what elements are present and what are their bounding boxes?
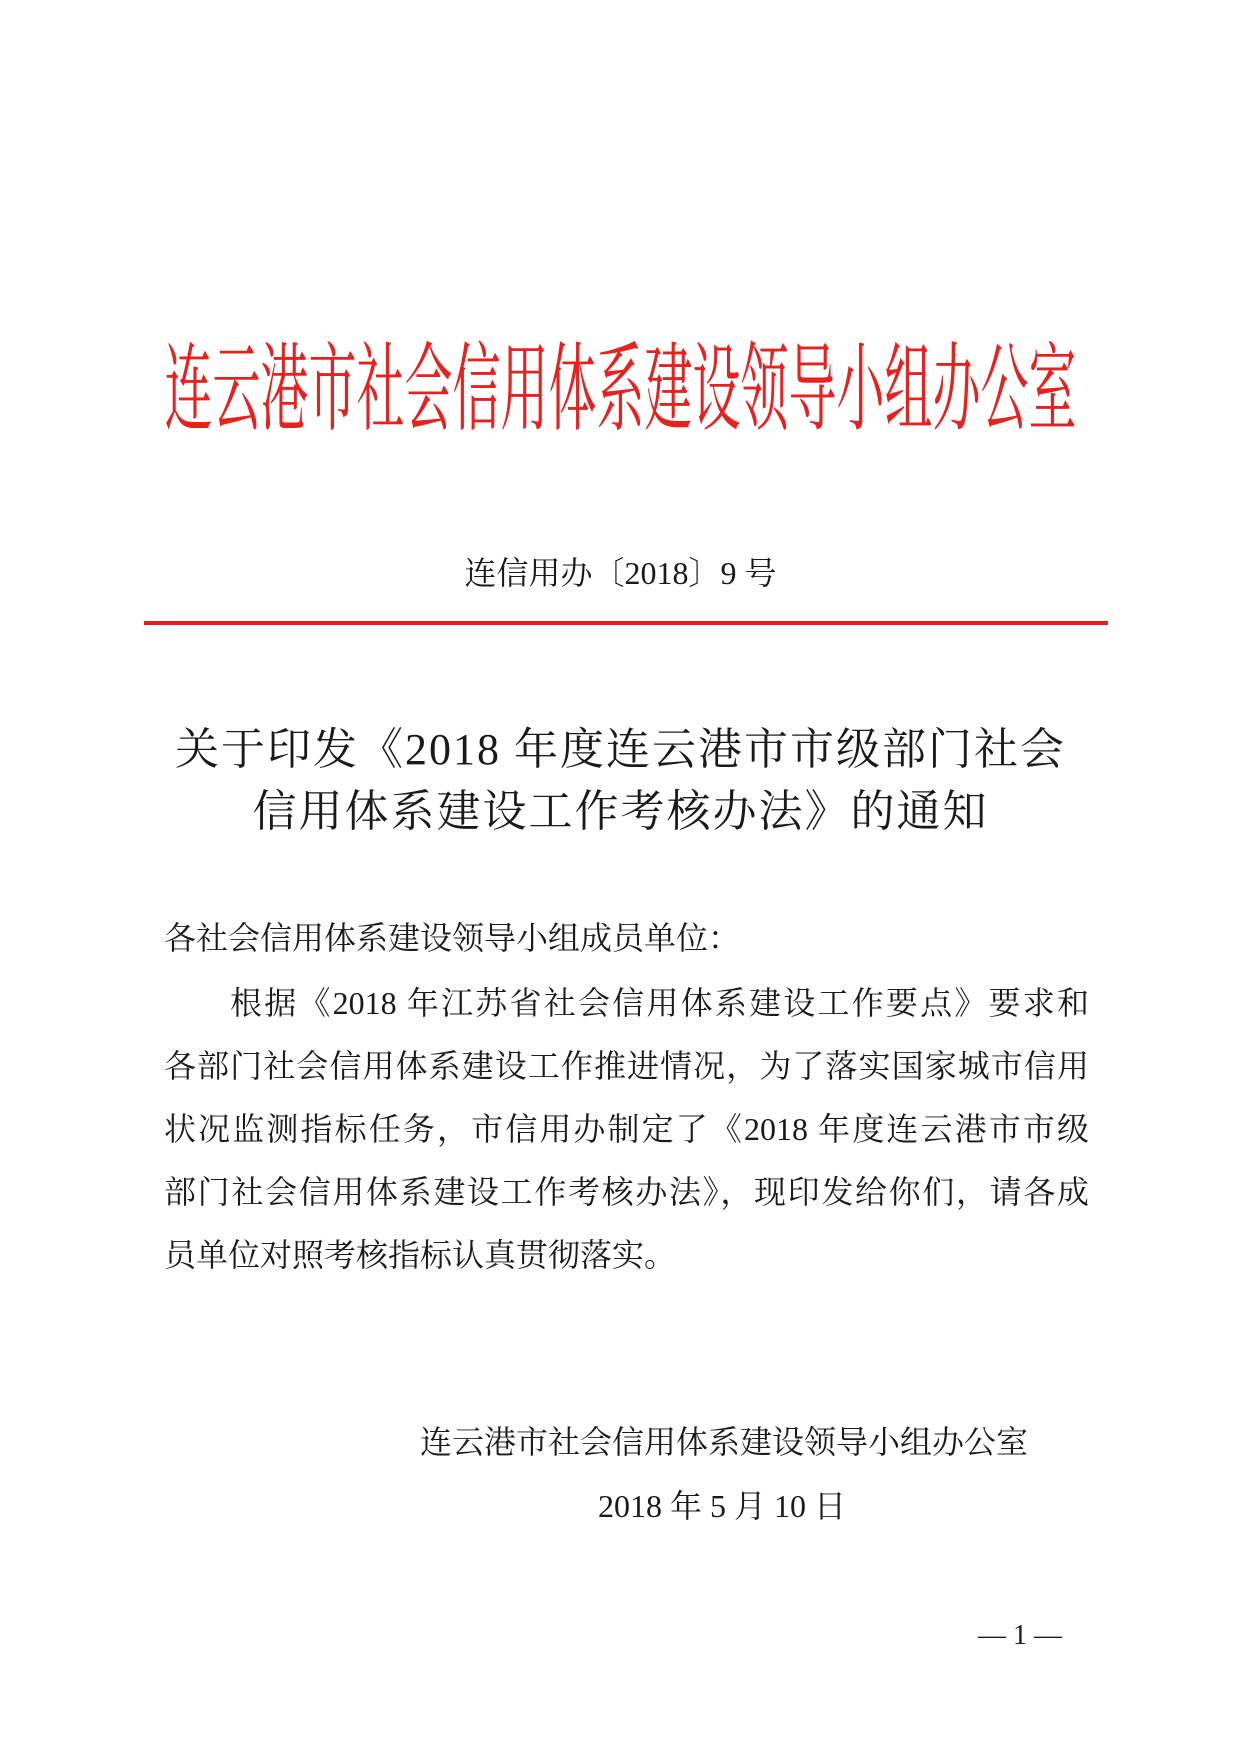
body-line: 各部门社会信用体系建设工作推进情况，为了落实国家城市信用 [164,1048,1089,1084]
document-title [0,719,1241,843]
issuer-header: 连云港市社会信用体系建设领导小组办公室 [164,338,1077,444]
salutation: 各社会信用体系建设领导小组成员单位： [164,920,741,956]
title-line-2: 信用体系建设工作考核办法》的通知 [252,787,989,836]
document-number: 连信用办〔2018〕9 号 [464,555,777,591]
body-line: 状况监测指标任务，市信用办制定了《2018 年度连云港市市级 [164,1111,1089,1147]
title-line-1: 关于印发《2018 年度连云港市市级部门社会 [175,725,1066,774]
body-paragraph [164,972,1089,1287]
body-line: 员单位对照考核指标认真贯彻落实。 [164,1237,677,1273]
body-line: 部门社会信用体系建设工作考核办法》，现印发给你们，请各成 [164,1174,1089,1210]
page-number: — 1 — [978,1620,1062,1651]
body-line: 根据《2018 年江苏省社会信用体系建设工作要点》要求和 [230,985,1089,1021]
issue-date: 2018 年 5 月 10 日 [598,1488,847,1524]
red-divider-rule [144,621,1108,625]
signature-issuer: 连云港市社会信用体系建设领导小组办公室 [420,1424,1029,1460]
